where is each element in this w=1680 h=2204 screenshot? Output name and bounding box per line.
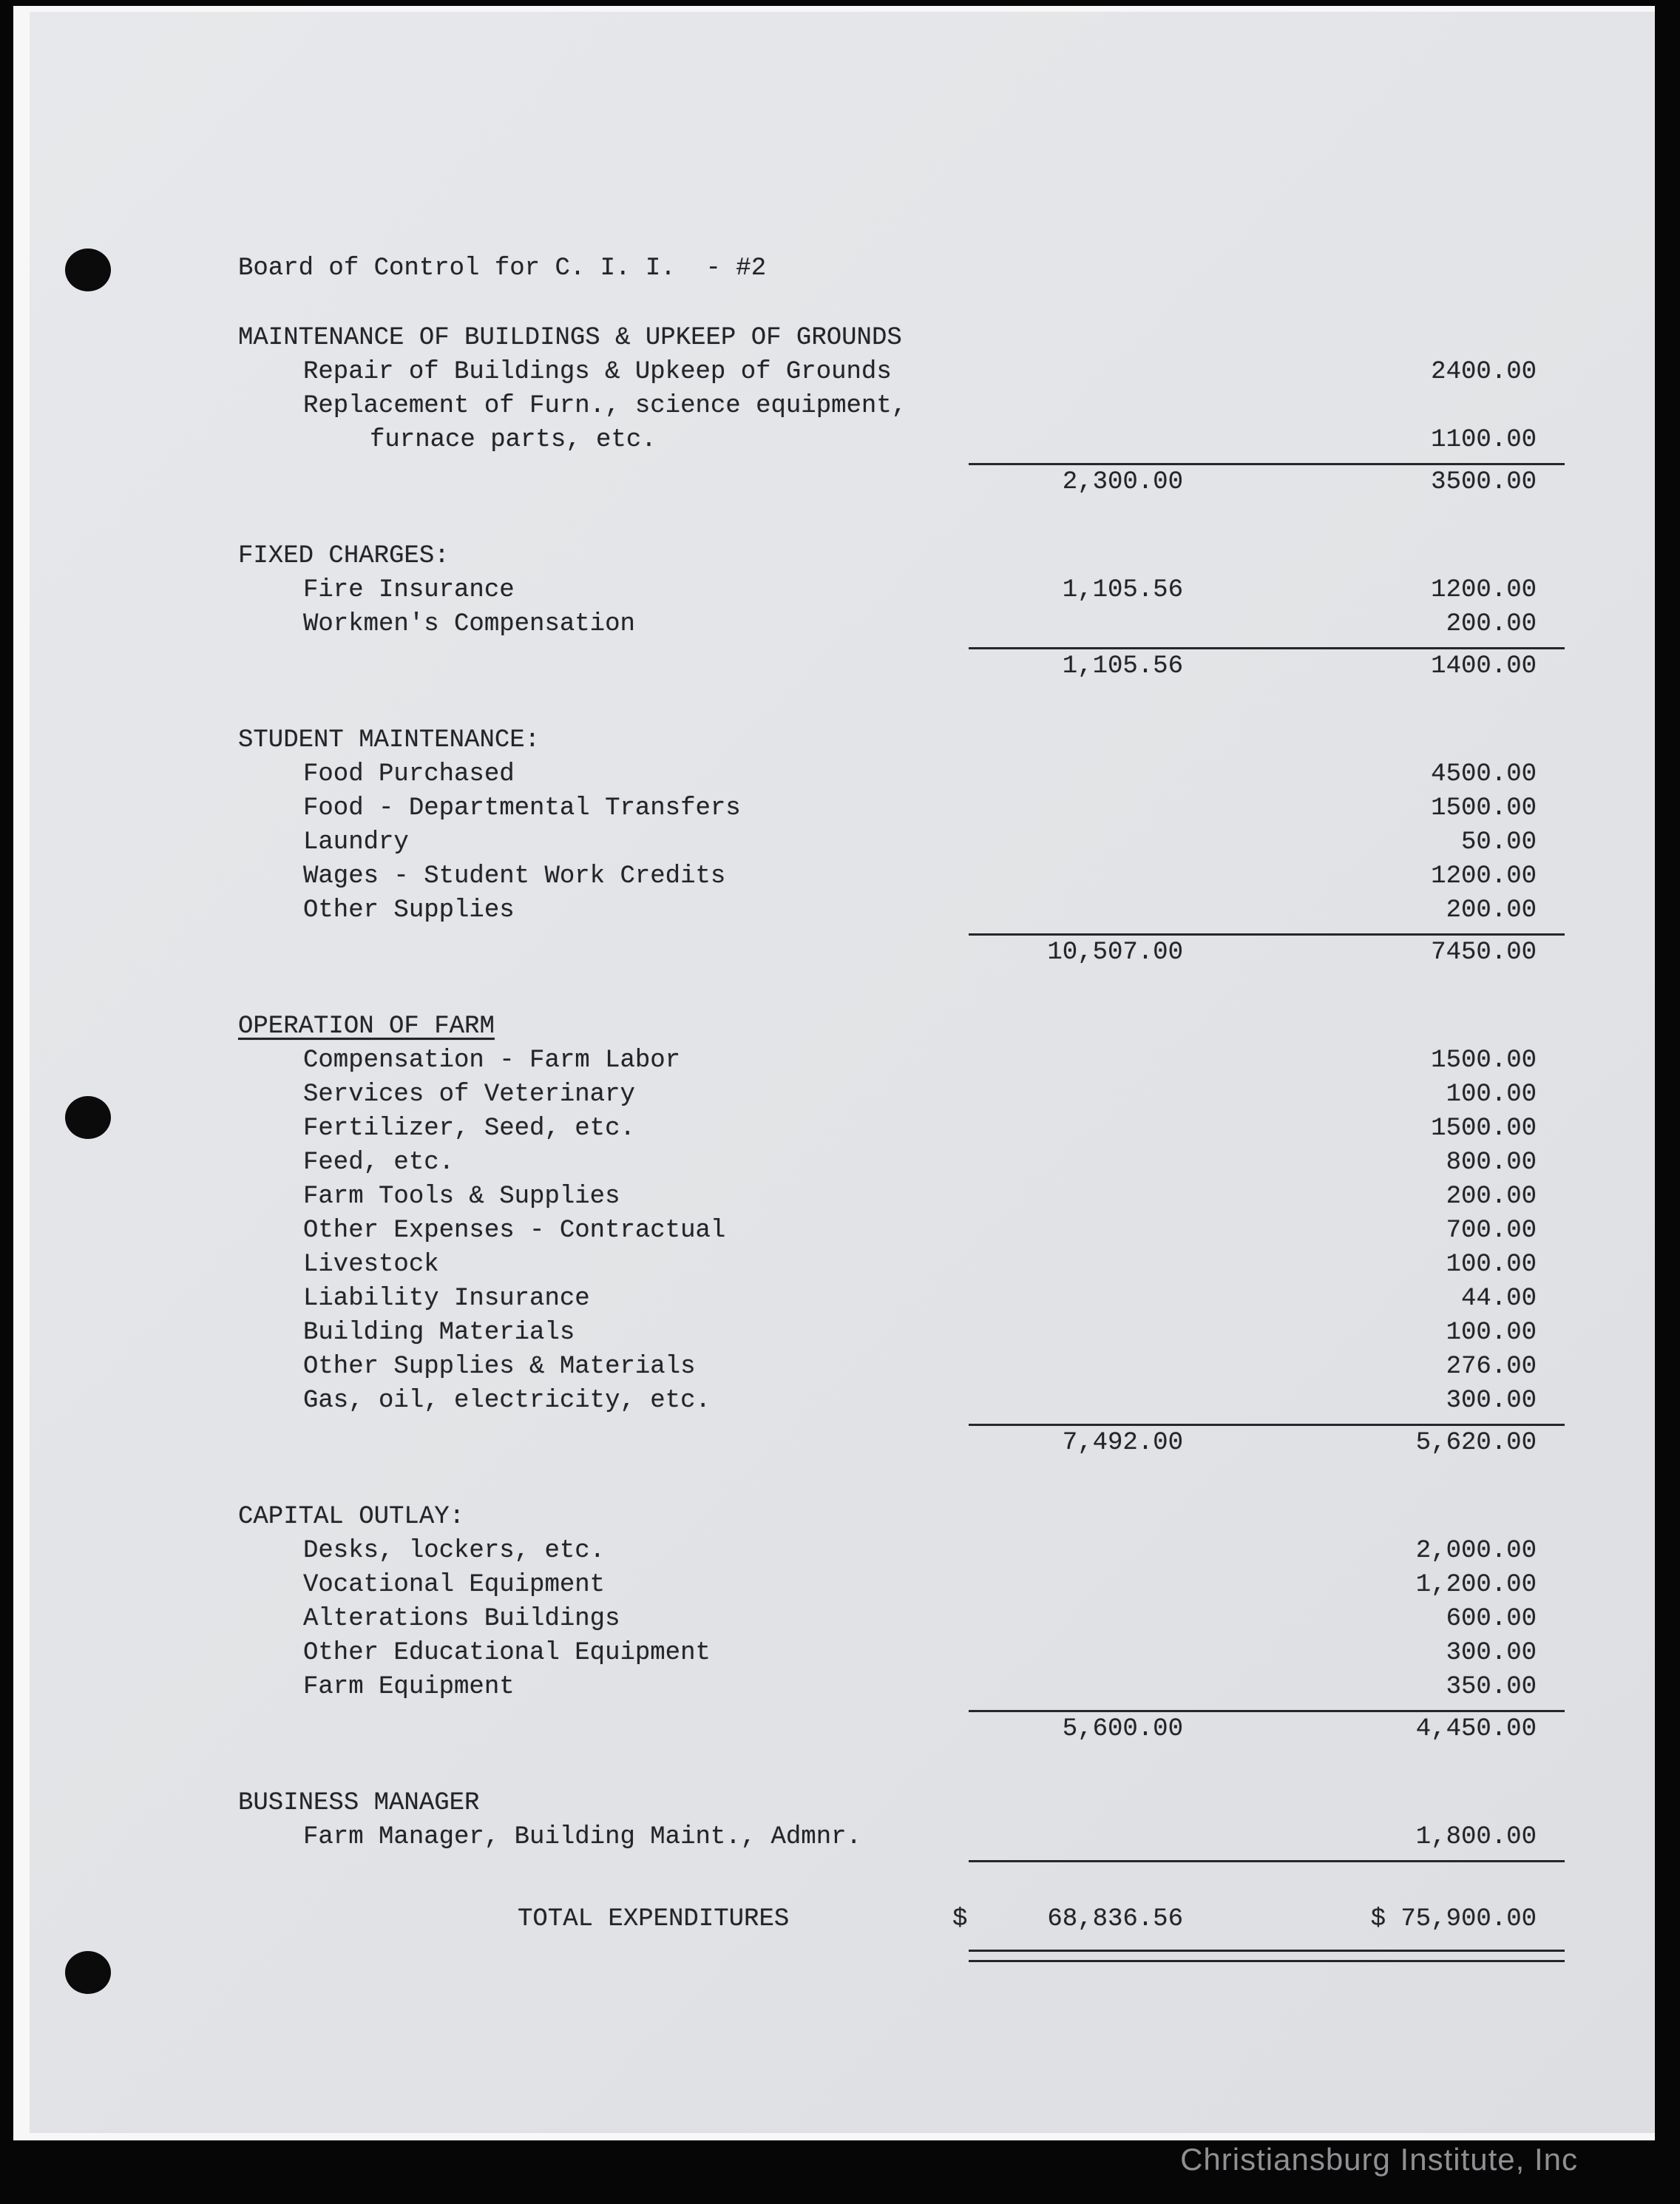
line-item-label: Other Supplies [303,896,515,924]
line-item-label: Services of Veterinary [303,1081,635,1109]
line-item-label: Other Expenses - Contractual [303,1217,726,1245]
line-item-amount-col2: 100.00 [1446,1251,1537,1279]
line-item-label: Farm Equipment [303,1673,515,1701]
line-item-label: Vocational Equipment [303,1571,606,1599]
section-heading: BUSINESS MANAGER [238,1789,480,1817]
line-item-label: Workmen's Compensation [303,610,635,638]
line-item-amount-col2: 50.00 [1460,828,1537,856]
line-item-amount-col2: 1200.00 [1431,576,1537,604]
line-item-label: Farm Tools & Supplies [303,1183,620,1211]
line-item-row [238,1180,1587,1214]
hole-punch-top [65,249,111,291]
document-content [238,251,1587,1962]
subtotal-amount-col2: 1400.00 [1431,652,1537,680]
archive-watermark: Christiansburg Institute, Inc [1180,2142,1578,2177]
line-item-amount-col2: 300.00 [1446,1639,1537,1667]
line-item-row [238,893,1587,927]
total-dollar-sign: $ [952,1905,968,1933]
subtotal-amount-col1: 1,105.56 [1062,652,1183,680]
hole-punch-bottom [65,1951,111,1994]
line-item-row [238,757,1587,791]
paper-sheet [30,12,1655,2133]
budget-section-6 [238,1786,1587,1862]
line-item-label: Laundry [303,828,409,856]
line-item-amount-col2: 4500.00 [1431,760,1537,788]
budget-section-2 [238,539,1587,683]
line-item-label: Replacement of Furn., science equipment, [303,392,907,420]
line-item-label: Livestock [303,1251,439,1279]
subtotal-amount-col1: 2,300.00 [1062,468,1183,496]
line-item-amount-col2: 200.00 [1446,896,1537,924]
line-item-row [238,1350,1587,1384]
line-item-amount-col2: 44.00 [1460,1285,1537,1313]
line-item-label: Farm Manager, Building Maint., Admnr. [303,1823,861,1851]
line-item-amount-col2: 1,800.00 [1415,1823,1537,1851]
line-item-amount-col2: 600.00 [1446,1605,1537,1633]
subtotal-row [238,465,1587,499]
total-label: TOTAL EXPENDITURES [518,1905,790,1933]
line-item-row [238,1248,1587,1282]
line-item-label: furnace parts, etc. [370,426,657,454]
line-item-row [238,389,1587,423]
line-item-label: Liability Insurance [303,1285,590,1313]
line-item-label: Gas, oil, electricity, etc. [303,1387,711,1415]
budget-section-4 [238,1010,1587,1460]
budget-section-1 [238,321,1587,499]
line-item-label: Wages - Student Work Credits [303,862,726,890]
line-item-amount-col1: 1,105.56 [1062,576,1183,604]
line-item-label: Fertilizer, Seed, etc. [303,1115,635,1143]
budget-section-3 [238,723,1587,970]
line-item-amount-col2: 2400.00 [1431,358,1537,386]
line-item-amount-col2: 1500.00 [1431,1115,1537,1143]
line-item-row [238,1146,1587,1180]
subtotal-row [238,936,1587,970]
line-item-label: Food Purchased [303,760,515,788]
page-title: Board of Control for C. I. I. - #2 [238,254,767,283]
subtotal-rule [969,1860,1565,1862]
line-item-amount-col2: 1200.00 [1431,862,1537,890]
total-row [238,1902,1587,1936]
subtotal-amount-col2: 3500.00 [1431,468,1537,496]
section-heading: CAPITAL OUTLAY: [238,1503,465,1531]
line-item-amount-col2: 200.00 [1446,610,1537,638]
line-item-amount-col2: 1500.00 [1431,794,1537,822]
total-double-rule [969,1950,1565,1962]
line-item-row [238,1214,1587,1248]
line-item-row [238,1384,1587,1418]
line-item-row [238,1044,1587,1078]
subtotal-row [238,649,1587,683]
subtotal-amount-col1: 7,492.00 [1062,1429,1183,1457]
section-heading: OPERATION OF FARM [238,1013,495,1041]
budget-section-5 [238,1500,1587,1746]
line-item-label: Other Supplies & Materials [303,1353,696,1381]
line-item-amount-col2: 1100.00 [1431,426,1537,454]
line-item-amount-col2: 300.00 [1446,1387,1537,1415]
line-item-row [238,1112,1587,1146]
line-item-row [238,825,1587,859]
line-item-row [238,573,1587,607]
line-item-amount-col2: 100.00 [1446,1081,1537,1109]
line-item-label: Compensation - Farm Labor [303,1047,681,1075]
line-item-amount-col2: 1500.00 [1431,1047,1537,1075]
line-item-label: Alterations Buildings [303,1605,620,1633]
line-item-amount-col2: 800.00 [1446,1149,1537,1177]
total-amount-col1: 68,836.56 [1047,1905,1183,1933]
line-item-amount-col2: 350.00 [1446,1673,1537,1701]
line-item-row [238,1282,1587,1316]
line-item-row [238,1568,1587,1602]
subtotal-amount-col2: 5,620.00 [1415,1429,1537,1457]
subtotal-row [238,1426,1587,1460]
line-item-label: Food - Departmental Transfers [303,794,741,822]
subtotal-amount-col1: 10,507.00 [1047,939,1183,967]
line-item-row [238,1670,1587,1704]
line-item-row [238,1602,1587,1636]
line-item-label: Building Materials [303,1319,575,1347]
subtotal-amount-col2: 4,450.00 [1415,1715,1537,1743]
line-item-row [238,1316,1587,1350]
subtotal-amount-col2: 7450.00 [1431,939,1537,967]
line-item-amount-col2: 100.00 [1446,1319,1537,1347]
sections [238,321,1587,1862]
section-heading: FIXED CHARGES: [238,542,450,570]
section-heading: STUDENT MAINTENANCE: [238,726,541,754]
line-item-row [238,1078,1587,1112]
line-item-amount-col2: 2,000.00 [1415,1537,1537,1565]
line-item-row [238,1636,1587,1670]
line-item-row [238,791,1587,825]
line-item-row [238,423,1587,457]
hole-punch-middle [65,1096,111,1139]
line-item-amount-col2: 200.00 [1446,1183,1537,1211]
line-item-row [238,859,1587,893]
line-item-row [238,607,1587,641]
line-item-row [238,1534,1587,1568]
subtotal-amount-col1: 5,600.00 [1062,1715,1183,1743]
line-item-label: Desks, lockers, etc. [303,1537,606,1565]
line-item-label: Other Educational Equipment [303,1639,711,1667]
line-item-amount-col2: 1,200.00 [1415,1571,1537,1599]
line-item-row [238,355,1587,389]
line-item-amount-col2: 700.00 [1446,1217,1537,1245]
line-item-label: Repair of Buildings & Upkeep of Grounds [303,358,892,386]
line-item-amount-col2: 276.00 [1446,1353,1537,1381]
section-heading: MAINTENANCE OF BUILDINGS & UPKEEP OF GROUNDS [238,324,902,352]
line-item-label: Feed, etc. [303,1149,455,1177]
line-item-row [238,1820,1587,1854]
total-amount-col2: $ 75,900.00 [1370,1905,1537,1933]
subtotal-row [238,1712,1587,1746]
line-item-label: Fire Insurance [303,576,515,604]
